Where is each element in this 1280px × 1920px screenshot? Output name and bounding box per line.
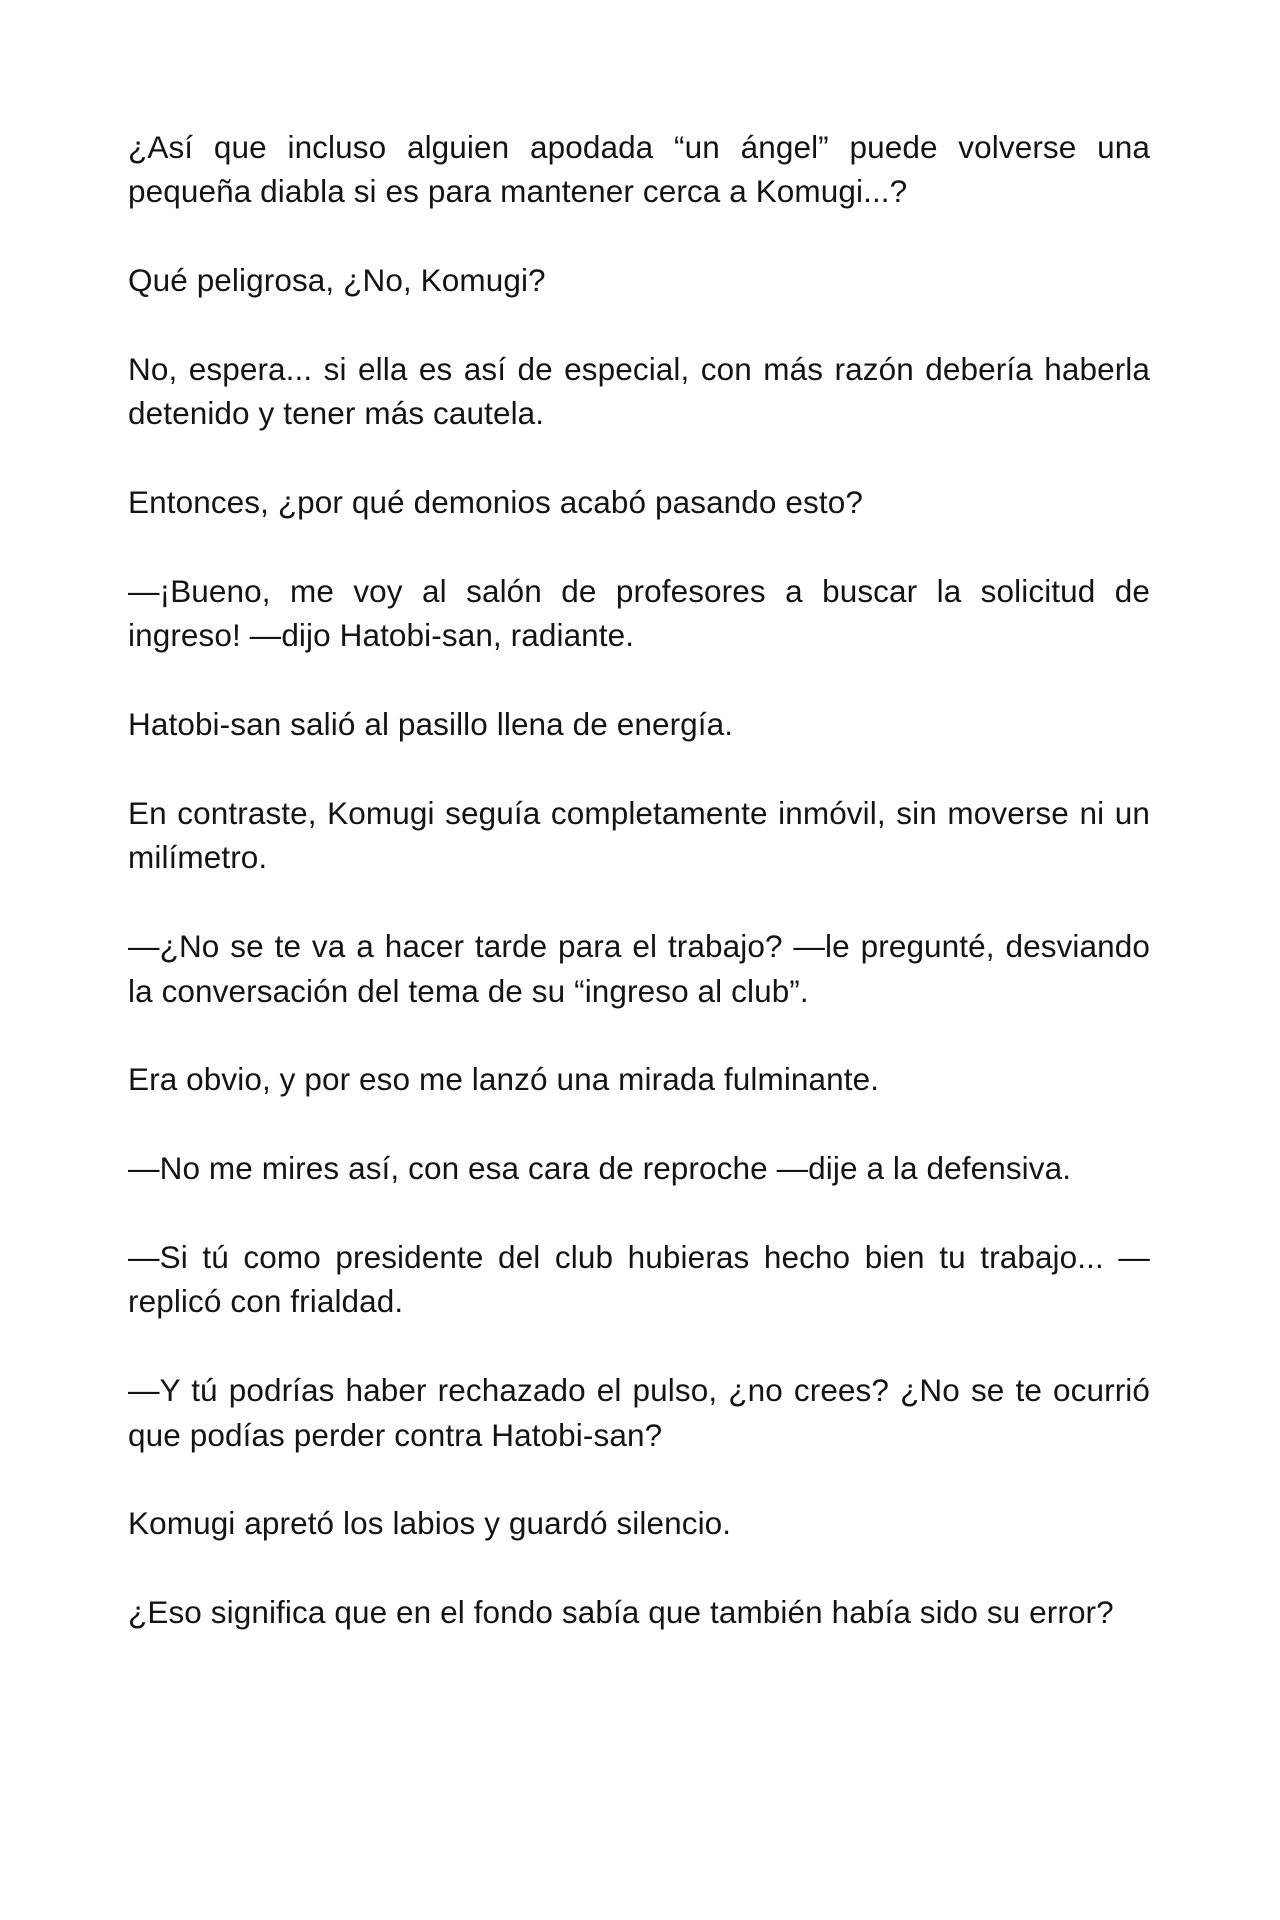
paragraph-14: ¿Eso significa que en el fondo sabía que también había sido su error? — [128, 1594, 1114, 1631]
paragraph-10: —No me mires así, con esa cara de reproche —dije a la defensiva. — [128, 1150, 1072, 1187]
paragraph-7: En contraste, Komugi seguía completamente inmóvil, sin moverse ni un milímetro. — [128, 795, 1150, 876]
paragraph-13: Komugi apretó los labios y guardó silencio. — [128, 1505, 732, 1542]
document-page — [128, 125, 1150, 1679]
paragraph-5: —¡Bueno, me voy al salón de profesores a buscar la solicitud de ingreso! —dijo Hatobi-san, radiante. — [128, 573, 1150, 654]
paragraph-4: Entonces, ¿por qué demonios acabó pasando esto? — [128, 484, 863, 521]
paragraph-6: Hatobi-san salió al pasillo llena de energía. — [128, 706, 734, 743]
paragraph-1: ¿Así que incluso alguien apodada “un ángel” puede volverse una pequeña diabla si es para mantener cerca a Komugi...? — [128, 129, 1150, 210]
paragraph-12: —Y tú podrías haber rechazado el pulso, ¿no crees? ¿No se te ocurrió que podías perder contra Hatobi-san? — [128, 1372, 1150, 1453]
paragraph-3: No, espera... si ella es así de especial, con más razón debería haberla detenido y tener más cautela. — [128, 351, 1150, 432]
paragraph-9: Era obvio, y por eso me lanzó una mirada fulminante. — [128, 1061, 880, 1098]
paragraph-2: Qué peligrosa, ¿No, Komugi? — [128, 262, 546, 299]
paragraph-11: —Si tú como presidente del club hubieras hecho bien tu trabajo... —replicó con frialdad. — [128, 1239, 1150, 1320]
paragraph-8: —¿No se te va a hacer tarde para el trabajo? —le pregunté, desviando la conversación del tema de su “ingreso al club”. — [128, 928, 1150, 1009]
